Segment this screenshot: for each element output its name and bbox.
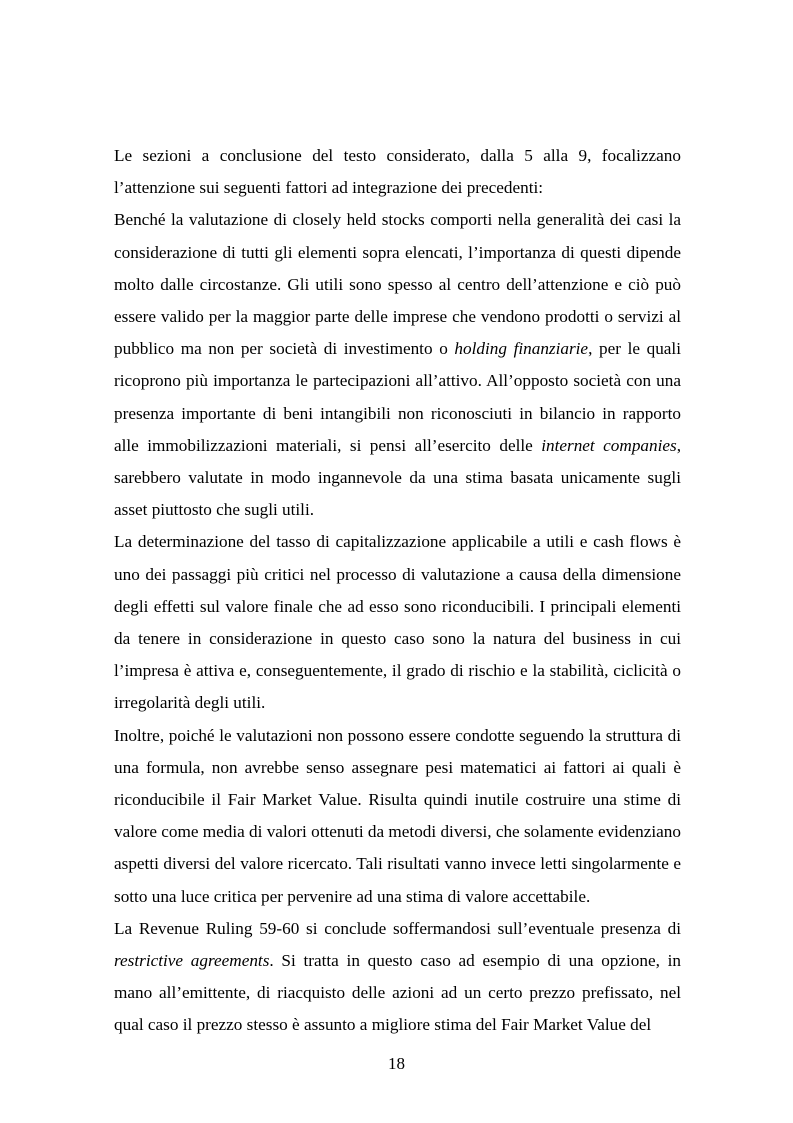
text-run: Benché la valutazione di closely held stocks comporti nella generalità dei casi la considerazione di tutti gli elementi sopra elencati, l’importanza di questi dipende molto dalle circostanze. Gli utili sono spesso al centro dell’attenzione e ciò può essere valido per la maggior parte delle imprese che vendono prodotti o servizi al pubblico ma non per società di investimento o bbox=[114, 210, 681, 359]
italic-term: internet companies bbox=[541, 435, 677, 455]
text-run: Le sezioni a conclusione del testo considerato, dalla 5 alla 9, focalizzano l’attenzione sui seguenti fattori ad integrazione dei precedenti: bbox=[114, 146, 681, 198]
text-run: . Si tratta in questo caso ad esempio di una opzione, in mano all’emittente, di riacquisto delle azioni ad un certo prezzo prefissato, nel qual caso il prezzo stesso è assunto a migliore stima del Fair Market Value del bbox=[114, 951, 682, 1035]
italic-term: restrictive agreements bbox=[114, 951, 270, 971]
body-text bbox=[114, 140, 681, 1042]
italic-term: holding finanziarie bbox=[454, 339, 589, 359]
paragraph-3 bbox=[114, 526, 681, 719]
text-run: Inoltre, poiché le valutazioni non possono essere condotte seguendo la struttura di una formula, non avrebbe senso assegnare pesi matematici ai fattori ai quali è riconducibile il Fair Market Value. Risulta quindi inutile costruire una stime di valore come media di valori ottenuti da metodi diversi, che solamente evidenziano aspetti diversi del valore ricercato. Tali risultati vanno invece letti singolarmente e sotto una luce critica per pervenire ad una stima di valore accettabile. bbox=[114, 725, 681, 906]
page-number: 18 bbox=[388, 1054, 405, 1073]
text-run: La determinazione del tasso di capitalizzazione applicabile a utili e cash flows è uno dei passaggi più critici nel processo di valutazione a causa della dimensione degli effetti sul valore finale che ad esso sono riconducibili. I principali elementi da tenere in considerazione in questo caso sono la natura del business in cui l’impresa è attiva e, conseguentemente, il grado di rischio e la stabilità, ciclicità o irregolarità degli utili. bbox=[114, 532, 681, 713]
text-run: , per le quali ricoprono più importanza le partecipazioni all’attivo. All’opposto società con una presenza importante di beni intangibili non riconosciuti in bilancio in rapporto alle immobilizzazioni materiali, si pensi all’esercito delle bbox=[114, 339, 681, 455]
paragraph-4 bbox=[114, 720, 681, 913]
text-run: , sarebbero valutate in modo ingannevole da una stima basata unicamente sugli asset piuttosto che sugli utili. bbox=[114, 435, 681, 520]
paragraph-1 bbox=[114, 140, 681, 204]
paragraph-5 bbox=[114, 913, 681, 1042]
paragraph-2 bbox=[114, 204, 681, 526]
text-run: La Revenue Ruling 59-60 si conclude soffermandosi sull’eventuale presenza di bbox=[114, 918, 681, 938]
